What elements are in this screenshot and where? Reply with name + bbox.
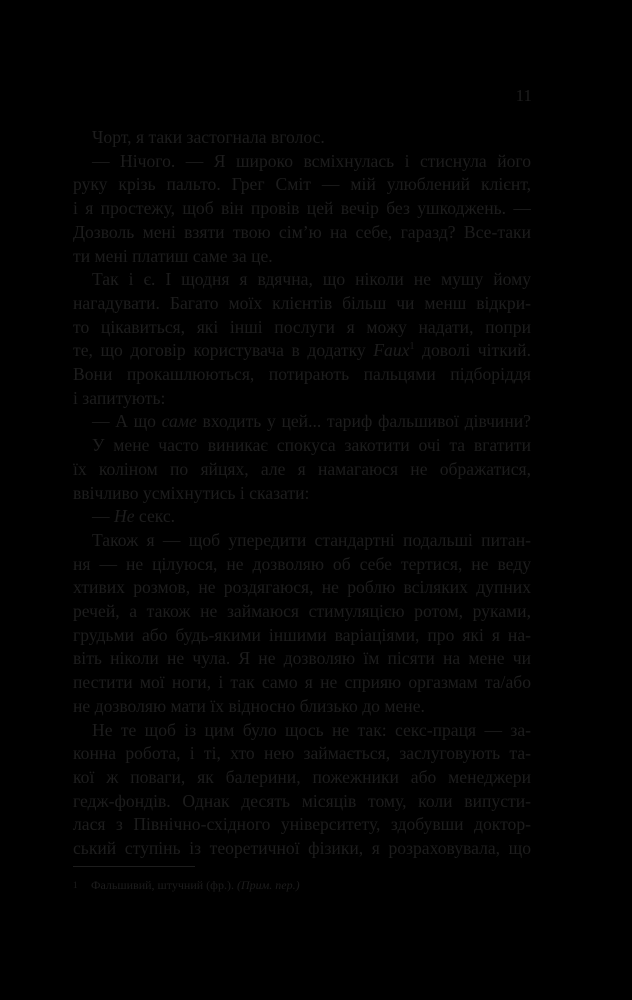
body-text bbox=[73, 126, 531, 861]
text-run: — Нічого. — Я широко всміхнулась і стиснула його bbox=[92, 150, 531, 171]
text-run: — bbox=[92, 506, 114, 527]
text-line bbox=[73, 505, 531, 529]
text-run: і я простежу, щоб він провів цей вечір без ушкоджень. — bbox=[73, 198, 531, 219]
text-line bbox=[73, 719, 531, 743]
text-line bbox=[73, 221, 531, 245]
text-run: то цікавиться, які інші послуги я можу надати, попри bbox=[73, 316, 531, 337]
text-line bbox=[73, 268, 531, 292]
text-run: їх коліном по яйцях, але я намагаюся не ображатися, bbox=[73, 458, 531, 479]
italic-text: Faux bbox=[373, 340, 410, 361]
text-run: і запитують: bbox=[73, 387, 166, 408]
footnote-text: Фальшивий, штучний (фр.). bbox=[91, 878, 237, 892]
text-line bbox=[73, 197, 531, 221]
text-line bbox=[73, 529, 531, 553]
text-run: доволі чіткий. bbox=[414, 340, 531, 361]
text-line bbox=[73, 671, 531, 695]
text-run: Чорт, я таки застогнала вголос. bbox=[92, 127, 325, 147]
text-run: Так і є. І щодня я вдячна, що ніколи не мушу йому bbox=[92, 269, 531, 290]
text-line bbox=[73, 387, 531, 411]
footnote-marker: 1 bbox=[73, 880, 78, 890]
footnote-reference: 1 bbox=[409, 341, 415, 353]
footnote-divider bbox=[73, 866, 195, 867]
footnote-translator-note: (Прим. пер.) bbox=[236, 878, 300, 892]
text-run: У мене часто виникає спокуса закотити очі та вгатити bbox=[92, 435, 531, 456]
text-run: ввічливо усміхнутись і сказати: bbox=[73, 482, 310, 503]
text-line bbox=[73, 173, 531, 197]
text-run: лася з Північно-східного університету, здобувши доктор- bbox=[73, 814, 531, 835]
text-run: Вони прокашлюються, потирають пальцями підборіддя bbox=[73, 364, 531, 385]
italic-text: Не bbox=[114, 506, 135, 527]
text-run: руку крізь пальто. Грег Сміт — мій улюблений клієнт, bbox=[73, 174, 531, 195]
text-run: те, що договір користувача в додатку bbox=[73, 340, 374, 361]
text-run: речей, а також не займаюся стимуляцією ротом, руками, bbox=[73, 601, 531, 622]
text-line bbox=[73, 576, 531, 600]
text-line bbox=[73, 245, 531, 269]
text-run: не дозволяю мати їх відносно близько до мене. bbox=[73, 695, 425, 716]
text-line bbox=[73, 363, 531, 387]
text-line bbox=[73, 837, 531, 861]
text-line bbox=[73, 766, 531, 790]
text-run: — А що bbox=[92, 411, 162, 432]
text-run: пестити мої ноги, і так само я не сприяю оргазмам та/або bbox=[73, 672, 531, 693]
text-line bbox=[73, 695, 531, 719]
footnote bbox=[73, 877, 531, 893]
text-run: секс. bbox=[134, 506, 176, 527]
text-line bbox=[73, 434, 531, 458]
text-line bbox=[73, 624, 531, 648]
text-run: ти мені платиш саме за це. bbox=[73, 245, 273, 266]
text-run: нагадувати. Багато моїх клієнтів більш чи менш відкри- bbox=[73, 292, 531, 313]
text-line bbox=[73, 742, 531, 766]
text-run: грудьми або будь-якими іншими варіаціями, про які я на- bbox=[73, 624, 531, 645]
text-run: конна робота, і ті, хто нею займається, заслуговують та- bbox=[73, 743, 531, 764]
text-line bbox=[73, 813, 531, 837]
text-run: ня — не цілуюся, не дозволяю об себе тертися, не веду bbox=[73, 553, 531, 574]
text-run: входить у цей... тариф фальшивої дівчини? bbox=[196, 411, 531, 432]
text-run: віть ніколи не чула. Я не дозволяю їм пісяти на мене чи bbox=[73, 648, 531, 669]
text-line bbox=[73, 316, 531, 340]
text-line bbox=[73, 600, 531, 624]
text-run: кої ж поваги, як балерини, пожежники або менеджери bbox=[73, 766, 531, 787]
text-line bbox=[73, 553, 531, 577]
text-run: ський ступінь із теоретичної фізики, я розраховувала, що bbox=[73, 838, 531, 859]
text-run: Не те щоб із цим було щось не так: секс-праця — за- bbox=[92, 719, 531, 740]
page-number: 11 bbox=[515, 86, 532, 105]
text-run: хтивих розмов, не роздягаюся, не роблю всіляких дупних bbox=[73, 577, 531, 598]
italic-text: саме bbox=[161, 411, 197, 432]
text-run: Також я — щоб упередити стандартні подальші питан- bbox=[92, 529, 531, 550]
text-line bbox=[73, 482, 531, 506]
text-line bbox=[73, 647, 531, 671]
text-line bbox=[73, 150, 531, 174]
text-line bbox=[73, 339, 531, 363]
text-line bbox=[73, 292, 531, 316]
text-line bbox=[73, 790, 531, 814]
text-run: Дозволь мені взяти твою сім’ю на себе, гаразд? Все-таки bbox=[73, 221, 531, 242]
text-line bbox=[73, 458, 531, 482]
text-run: гедж-фондів. Однак десять місяців тому, коли випусти- bbox=[73, 790, 531, 811]
text-line bbox=[73, 410, 531, 434]
text-line bbox=[73, 126, 531, 150]
